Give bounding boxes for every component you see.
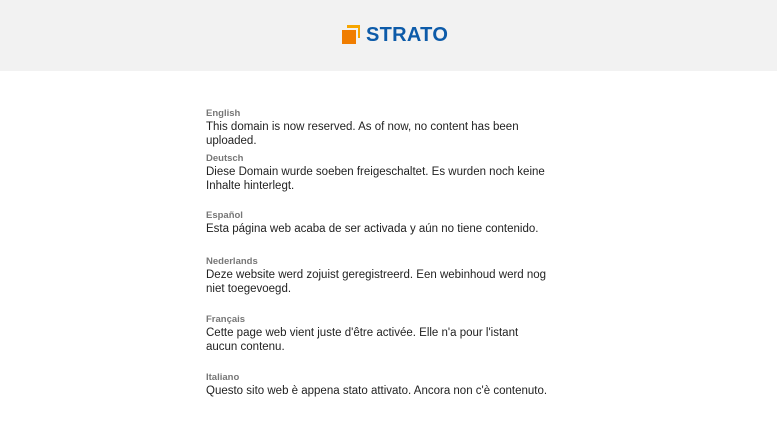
language-name: Español — [206, 210, 243, 221]
language-block-italiano — [206, 372, 586, 398]
header — [0, 0, 777, 71]
language-name: Italiano — [206, 372, 240, 383]
logo-text: STRATO — [366, 24, 449, 46]
language-notice-list — [206, 108, 586, 398]
language-name: Français — [206, 314, 246, 325]
language-message: Esta página web acaba de ser activada y aún no tiene contenido. — [206, 223, 539, 235]
language-message: This domain is now reserved. As of now, no content has been uploaded. — [206, 121, 519, 147]
language-message: Deze website werd zojuist geregistreerd. Een webinhoud werd nog niet toegevoegd. — [206, 269, 547, 295]
language-message: Cette page web vient juste d'être activée. Elle n'a pour l'istant aucun contenu. — [206, 327, 519, 353]
language-block-deutsch — [206, 153, 586, 210]
language-block-english — [206, 108, 586, 153]
language-message: Diese Domain wurde soeben freigeschaltet. Es wurden noch keine Inhalte hinterlegt. — [206, 166, 545, 192]
language-message: Questo sito web è appena stato attivato. Ancora non c'è contenuto. — [206, 385, 548, 397]
language-name: Nederlands — [206, 256, 258, 267]
language-name: English — [206, 108, 241, 119]
language-block-espanol — [206, 210, 586, 256]
strato-squares-icon — [342, 25, 360, 45]
strato-logo[interactable] — [342, 24, 448, 46]
language-name: Deutsch — [206, 153, 244, 164]
language-block-francais — [206, 314, 586, 372]
language-block-nederlands — [206, 256, 586, 314]
